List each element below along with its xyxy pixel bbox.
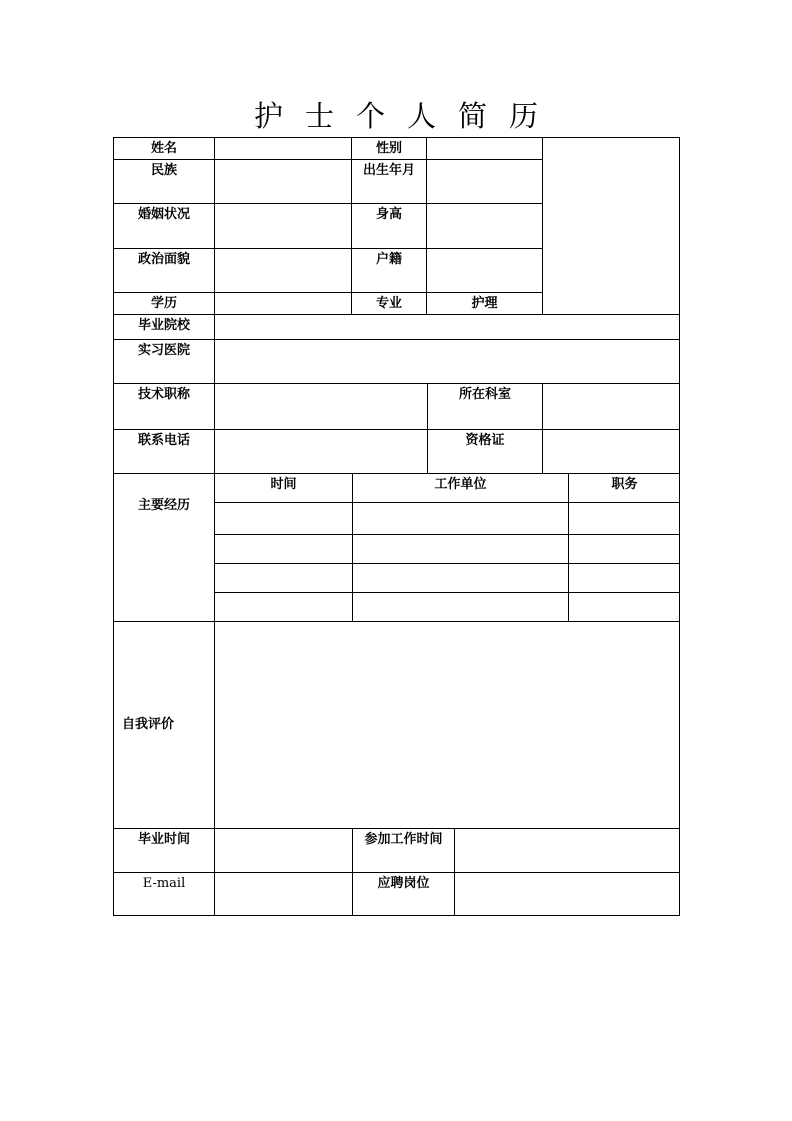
header-exp-unit: 工作单位 — [353, 474, 569, 503]
label-height: 身高 — [352, 204, 427, 249]
page-title — [0, 94, 792, 135]
field-grad-time[interactable] — [215, 829, 353, 873]
label-education: 学历 — [114, 293, 215, 315]
label-experience: 主要经历 — [114, 474, 215, 622]
field-school[interactable] — [215, 315, 680, 340]
label-email: E-mail — [114, 873, 215, 916]
exp-position-cell[interactable] — [569, 503, 680, 535]
title-char: 士 — [304, 99, 334, 133]
title-char: 个 — [355, 99, 385, 133]
exp-position-cell[interactable] — [569, 593, 680, 622]
label-position-applied: 应聘岗位 — [353, 873, 455, 916]
value-major: 护理 — [427, 293, 543, 315]
field-internship[interactable] — [215, 340, 680, 384]
exp-time-cell[interactable] — [215, 564, 353, 593]
field-title[interactable] — [215, 384, 428, 430]
exp-unit-cell[interactable] — [353, 535, 569, 564]
label-grad-time: 毕业时间 — [114, 829, 215, 873]
field-education[interactable] — [215, 293, 352, 315]
field-political[interactable] — [215, 249, 352, 293]
label-name: 姓名 — [114, 138, 215, 160]
header-exp-time: 时间 — [215, 474, 353, 503]
photo-area[interactable] — [543, 138, 680, 315]
field-hukou[interactable] — [427, 249, 543, 293]
field-email[interactable] — [215, 873, 353, 916]
field-birth[interactable] — [427, 160, 543, 204]
title-char: 历 — [509, 99, 539, 133]
label-certificate: 资格证 — [428, 430, 543, 474]
label-major: 专业 — [352, 293, 427, 315]
title-char: 人 — [407, 99, 437, 133]
label-political: 政治面貌 — [114, 249, 215, 293]
exp-time-cell[interactable] — [215, 503, 353, 535]
label-internship: 实习医院 — [114, 340, 215, 384]
field-position-applied[interactable] — [455, 873, 680, 916]
exp-position-cell[interactable] — [569, 564, 680, 593]
label-hukou: 户籍 — [352, 249, 427, 293]
resume-form-table — [113, 137, 680, 916]
exp-time-cell[interactable] — [215, 535, 353, 564]
exp-unit-cell[interactable] — [353, 564, 569, 593]
field-self-eval[interactable] — [215, 622, 680, 829]
title-char: 护 — [253, 99, 283, 133]
field-gender[interactable] — [427, 138, 543, 160]
field-marital[interactable] — [215, 204, 352, 249]
label-ethnicity: 民族 — [114, 160, 215, 204]
exp-position-cell[interactable] — [569, 535, 680, 564]
label-marital: 婚姻状况 — [114, 204, 215, 249]
label-gender: 性别 — [352, 138, 427, 160]
label-birth: 出生年月 — [352, 160, 427, 204]
exp-time-cell[interactable] — [215, 593, 353, 622]
exp-unit-cell[interactable] — [353, 593, 569, 622]
exp-unit-cell[interactable] — [353, 503, 569, 535]
field-ethnicity[interactable] — [215, 160, 352, 204]
header-exp-position: 职务 — [569, 474, 680, 503]
label-phone: 联系电话 — [114, 430, 215, 474]
label-title: 技术职称 — [114, 384, 215, 430]
field-department[interactable] — [543, 384, 680, 430]
label-department: 所在科室 — [428, 384, 543, 430]
label-school: 毕业院校 — [114, 315, 215, 340]
label-work-start: 参加工作时间 — [353, 829, 455, 873]
label-self-eval: 自我评价 — [114, 622, 215, 829]
field-certificate[interactable] — [543, 430, 680, 474]
title-char: 简 — [458, 99, 488, 133]
field-phone[interactable] — [215, 430, 428, 474]
field-work-start[interactable] — [455, 829, 680, 873]
field-height[interactable] — [427, 204, 543, 249]
field-name[interactable] — [215, 138, 352, 160]
